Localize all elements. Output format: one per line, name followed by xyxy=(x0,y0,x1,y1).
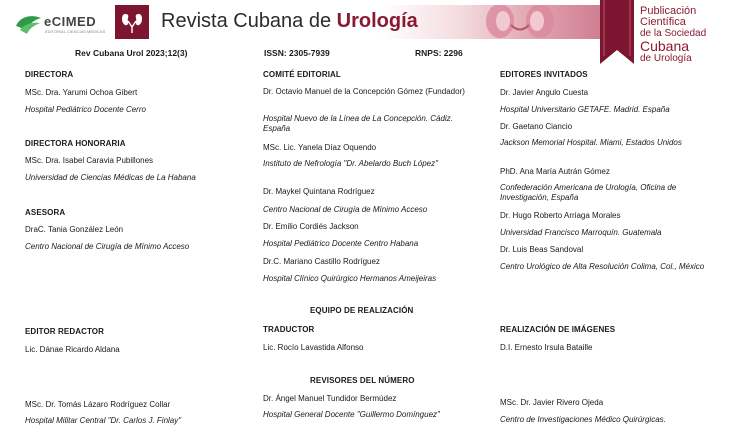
traductor-name: Lic. Rocío Lavastida Alfonso xyxy=(263,343,364,352)
directora-name: MSc. Dra. Yarumi Ochoa Gibert xyxy=(25,88,138,97)
guest-4-name: Dr. Hugo Roberto Arriaga Morales xyxy=(500,211,621,220)
rnps: RNPS: 2296 xyxy=(415,48,463,58)
heading-editor-redactor: EDITOR REDACTOR xyxy=(25,327,104,336)
society-line-1: Publicación xyxy=(640,5,697,17)
heading-equipo-realizacion: EQUIPO DE REALIZACIÓN xyxy=(310,306,414,315)
guest-1-name: Dr. Javier Angulo Cuesta xyxy=(500,88,589,97)
imagenes-name: D.I. Ernesto Irsula Bataille xyxy=(500,343,593,352)
heading-asesora: ASESORA xyxy=(25,208,66,217)
heading-realizacion-imagenes: REALIZACIÓN DE IMÁGENES xyxy=(500,325,616,334)
heading-editores-invitados: EDITORES INVITADOS xyxy=(500,70,588,79)
guest-5-name: Dr. Luis Beas Sandoval xyxy=(500,245,584,254)
member-5-name: Dr.C. Mariano Castillo Rodríguez xyxy=(263,257,380,266)
member-4-name: Dr. Emilio Cordiés Jackson xyxy=(263,222,359,231)
guest-2-name: Dr. Gaetano Ciancio xyxy=(500,122,573,131)
redactor-name: Lic. Dánae Ricardo Aldana xyxy=(25,345,120,354)
guest-2-affiliation: Jackson Memorial Hospital. Miami, Estados Unidos xyxy=(500,138,682,147)
honoraria-name: MSc. Dra. Isabel Caravia Pubillones xyxy=(25,156,154,165)
heading-directora-honoraria: DIRECTORA HONORARIA xyxy=(25,139,126,148)
heading-directora: DIRECTORA xyxy=(25,70,74,79)
member-3-name: Dr. Maykel Quintana Rodríguez xyxy=(263,187,375,196)
ecimed-logo xyxy=(14,12,114,38)
member-1-name: Dr. Octavio Manuel de la Concepción Gómez (Fundador) xyxy=(263,87,465,96)
asesora-name: DraC. Tania González León xyxy=(25,225,124,234)
member-4-affiliation: Hospital Pediátrico Docente Centro Habana xyxy=(263,239,419,248)
directora-affiliation: Hospital Pediátrico Docente Cerro xyxy=(25,105,146,114)
reviewer-3-name: MSc. Dr. Javier Rivero Ojeda xyxy=(500,398,604,407)
guest-3-affiliation: Confederación Americana de Urología, Oficina de Investigación, España xyxy=(500,183,677,202)
reviewer-2-name: Dr. Ángel Manuel Tundidor Bermúdez xyxy=(263,394,397,403)
publisher-name: eCIMED xyxy=(44,14,97,29)
asesora-affiliation: Centro Nacional de Cirugía de Mínimo Acceso xyxy=(25,242,190,251)
member-3-affiliation: Centro Nacional de Cirugía de Mínimo Acceso xyxy=(263,205,428,214)
bookmark-ribbon-icon xyxy=(600,0,634,64)
heading-traductor: TRADUCTOR xyxy=(263,325,315,334)
kidneys-illustration-icon xyxy=(445,5,595,39)
reviewer-2-affiliation: Hospital General Docente "Guillermo Domínguez" xyxy=(263,410,440,419)
society-line-5: de Urología xyxy=(640,53,692,64)
honoraria-affiliation: Universidad de Ciencias Médicas de La Habana xyxy=(25,173,196,182)
member-1-affiliation: Hospital Nuevo de la Línea de La Concepción. Cádiz. España xyxy=(263,114,453,133)
reviewer-1-name: MSc. Dr. Tomás Lázaro Rodríguez Collar xyxy=(25,400,171,409)
society-line-3: de la Sociedad xyxy=(640,28,707,39)
kidney-emblem-icon xyxy=(115,5,149,39)
heading-revisores: REVISORES DEL NÚMERO xyxy=(310,376,415,385)
member-2-name: MSc. Lic. Yanela Díaz Oquendo xyxy=(263,143,377,152)
guest-4-affiliation: Universidad Francisco Marroquín. Guatemala xyxy=(500,228,662,237)
heading-comite-editorial: COMITÉ EDITORIAL xyxy=(263,70,341,79)
member-2-affiliation: Instituto de Nefrología "Dr. Abelardo Buch López" xyxy=(263,159,438,168)
guest-5-affiliation: Centro Urológico de Alta Resolución Colima, Col., México xyxy=(500,262,705,271)
reviewer-3-affiliation: Centro de Investigaciones Médico Quirúrgicas. xyxy=(500,415,666,424)
citation: Rev Cubana Urol 2023;12(3) xyxy=(75,48,188,58)
journal-banner xyxy=(115,5,600,39)
society-caption xyxy=(640,6,736,64)
society-line-4: Cubana xyxy=(640,38,690,54)
member-5-affiliation: Hospital Clínico Quirúrgico Hermanos Ameijeiras xyxy=(263,274,437,283)
publisher-subtitle: EDITORIAL CIENCIAS MÉDICAS xyxy=(45,29,106,34)
journal-title-bold: Urología xyxy=(336,10,418,32)
guest-1-affiliation: Hospital Universitario GETAFE. Madrid. España xyxy=(500,105,670,114)
issn: ISSN: 2305-7939 xyxy=(264,48,330,58)
journal-title-plain: Revista Cubana de xyxy=(161,10,337,32)
reviewer-1-affiliation: Hospital Militar Central "Dr. Carlos J. Finlay" xyxy=(25,416,182,425)
journal-title xyxy=(161,10,418,33)
ecimed-leaf-icon xyxy=(14,14,44,36)
guest-3-name: PhD. Ana María Autrán Gómez xyxy=(500,167,610,176)
society-line-2: Científica xyxy=(640,16,686,28)
